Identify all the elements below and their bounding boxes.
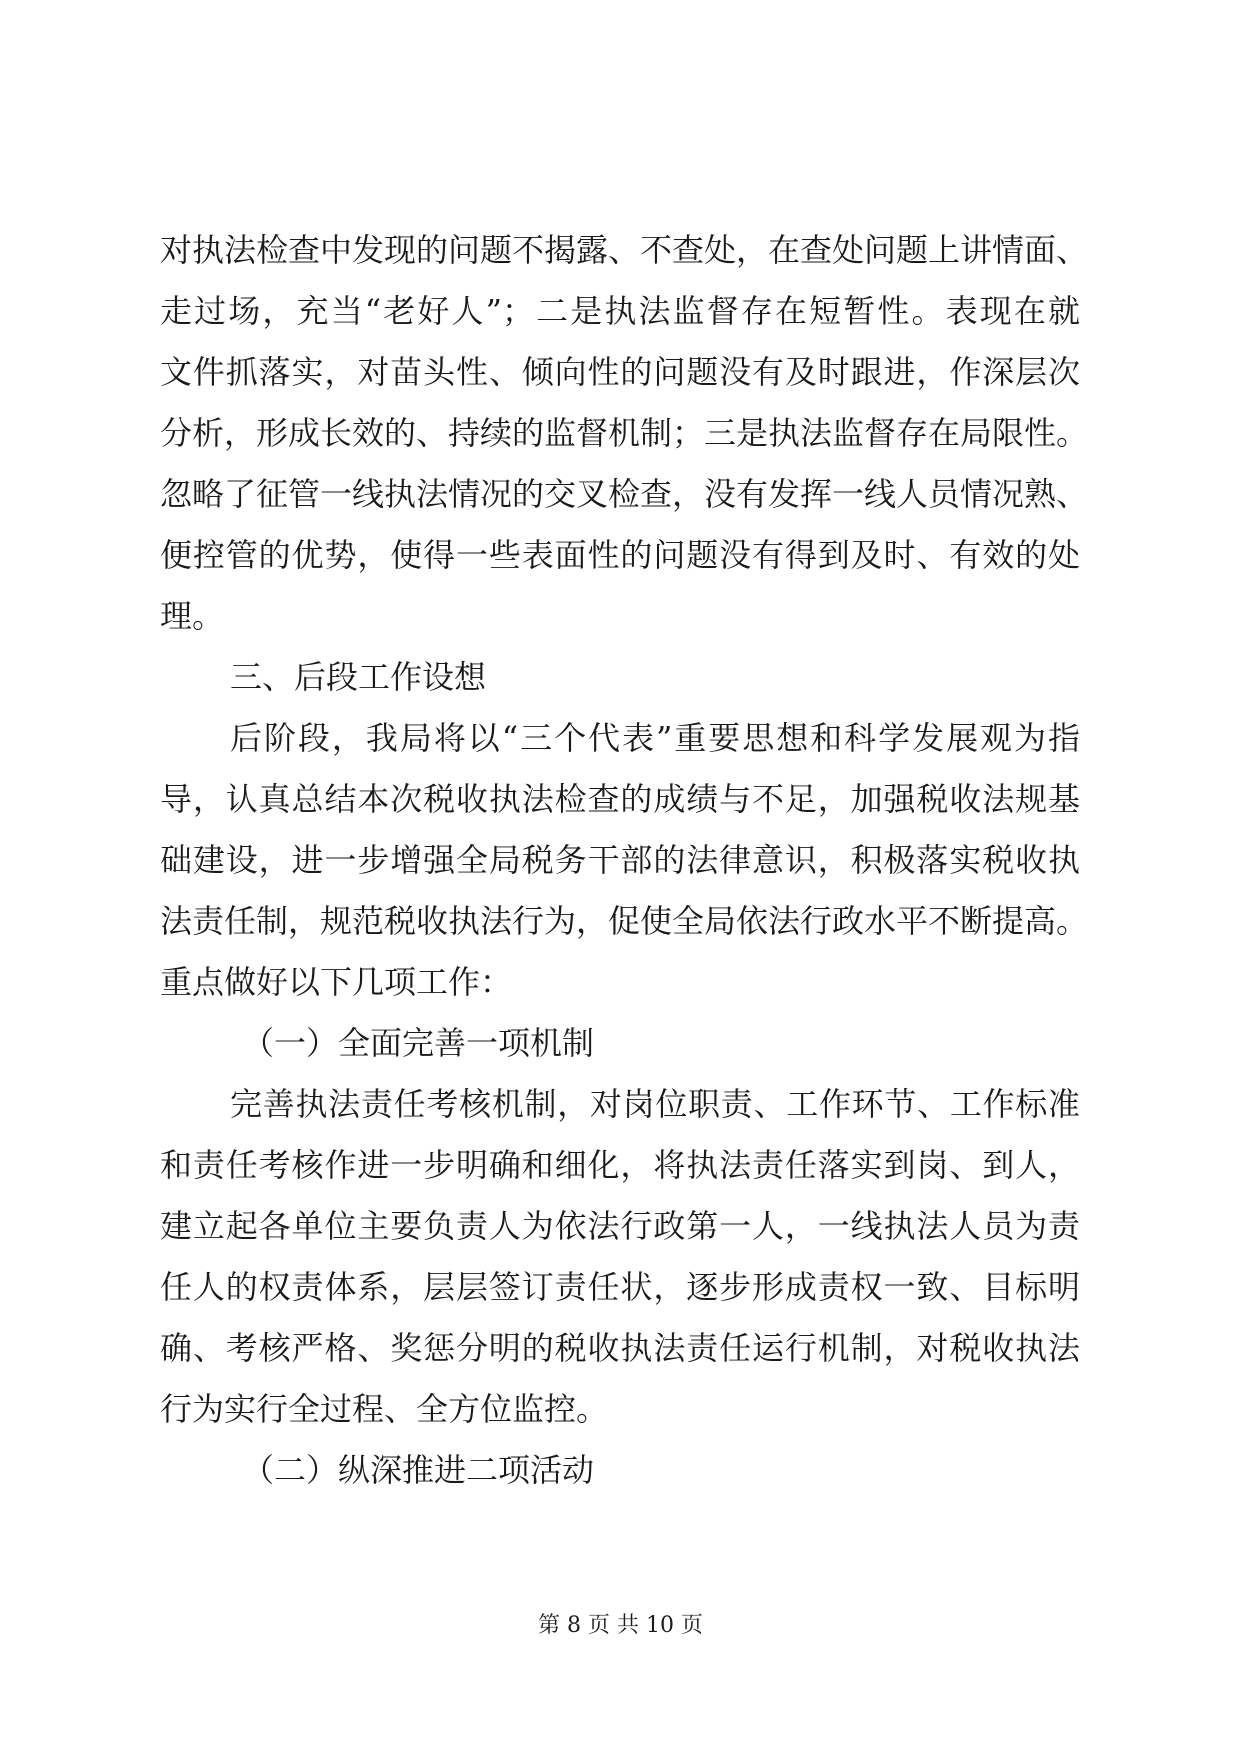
text-line: 走过场，充当“老好人”；二是执法监督存在短暂性。表现在就 (160, 292, 1080, 330)
text-line: 便控管的优势，使得一些表面性的问题没有得到及时、有效的处 (160, 536, 1080, 574)
text-line: 和责任考核作进一步明确和细化，将执法责任落实到岗、到人， (160, 1146, 1080, 1184)
page-number-footer: 第 8 页 共 10 页 (538, 1613, 703, 1638)
section-heading: 三、后段工作设想 (230, 658, 487, 696)
text-line: 建立起各单位主要负责人为依法行政第一人，一线执法人员为责 (160, 1207, 1080, 1245)
subsection-heading: （一）全面完善一项机制 (242, 1024, 595, 1062)
text-line: 础建设，进一步增强全局税务干部的法律意识，积极落实税收执 (160, 841, 1080, 879)
text-line: 任人的权责体系，层层签订责任状，逐步形成责权一致、目标明 (160, 1268, 1080, 1306)
paragraph-continuation (160, 228, 1089, 655)
subsection-heading: （二）纵深推进二项活动 (242, 1451, 595, 1489)
document-body (160, 228, 1089, 1509)
paragraph-plan (160, 716, 1089, 1021)
text-line: 导，认真总结本次税收执法检查的成绩与不足，加强税收法规基 (160, 780, 1080, 818)
text-line: 法责任制，规范税收执法行为，促使全局依法行政水平不断提高。 (160, 902, 1089, 940)
paragraph-mechanism (160, 1082, 1080, 1448)
text-line: 对执法检查中发现的问题不揭露、不查处，在查处问题上讲情面、 (160, 231, 1089, 269)
text-line: 完善执法责任考核机制，对岗位职责、工作环节、工作标准 (230, 1085, 1080, 1123)
text-line: 后阶段，我局将以“三个代表”重要思想和科学发展观为指 (230, 719, 1080, 757)
text-line: 行为实行全过程、全方位监控。 (160, 1390, 609, 1428)
text-line: 文件抓落实，对苗头性、倾向性的问题没有及时跟进，作深层次 (160, 353, 1080, 391)
text-line: 确、考核严格、奖惩分明的税收执法责任运行机制，对税收执法 (160, 1329, 1080, 1367)
text-line: 分析，形成长效的、持续的监督机制；三是执法监督存在局限性。 (160, 414, 1089, 452)
text-line: 重点做好以下几项工作： (160, 963, 513, 1001)
text-line: 理。 (160, 597, 225, 635)
text-line: 忽略了征管一线执法情况的交叉检查，没有发挥一线人员情况熟、 (160, 475, 1089, 513)
